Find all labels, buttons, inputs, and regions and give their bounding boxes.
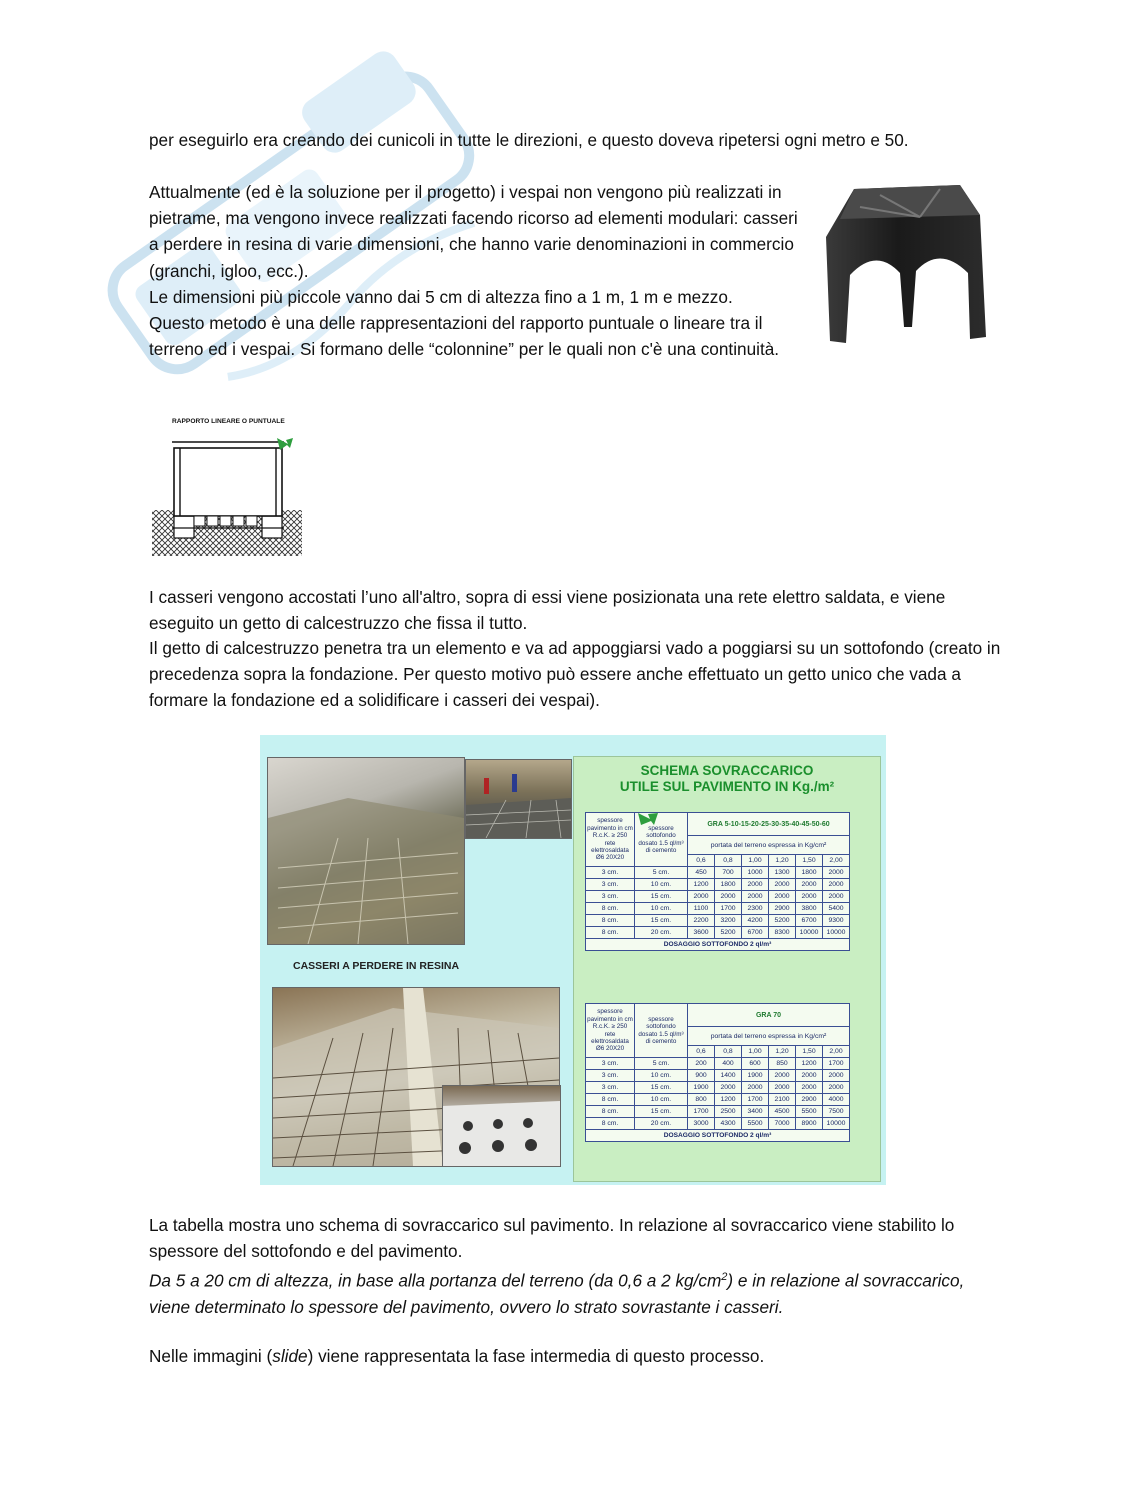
table-cell: 1900 <box>742 1070 769 1082</box>
table-cell: 20 cm. <box>635 1118 688 1130</box>
table-cell: 1700 <box>715 903 742 915</box>
table-cell: 8 cm. <box>586 1118 635 1130</box>
table-row <box>586 879 850 891</box>
table-row <box>586 1094 850 1106</box>
table-cell: 1800 <box>796 867 823 879</box>
table-cell: 8 cm. <box>586 1106 635 1118</box>
p8-superscript: 2 <box>721 1271 728 1283</box>
table-row <box>586 1058 850 1070</box>
p9-text-b: ) viene rappresentata la fase intermedia di questo processo. <box>307 1346 765 1366</box>
portata-value: 1,50 <box>796 1046 823 1058</box>
table-cell: 3 cm. <box>586 879 635 891</box>
table-cell: 5200 <box>715 927 742 939</box>
portata-value: 1,20 <box>769 1046 796 1058</box>
table-cell: 400 <box>715 1058 742 1070</box>
table-cell: 2000 <box>769 879 796 891</box>
paragraph-getto-calcestruzzo: Il getto di calcestruzzo penetra tra un elemento e va ad appoggiarsi vado a poggiarsi su un sottofondo (creato in precedenza sopra la fondazione. Per questo motivo può essere anche effettuato un getto unico che vada a formare la fondazione ed a solidificare i casseri dei vespai). <box>149 638 1001 711</box>
paragraph-tabella: La tabella mostra uno schema di sovraccarico sul pavimento. In relazione al sovraccarico viene stabilito lo spessore del sottofondo e del pavimento. <box>149 1215 955 1262</box>
table-cell: 2000 <box>796 1082 823 1094</box>
paragraph-immagini-slide <box>149 1343 1009 1369</box>
table-cell: 4300 <box>715 1118 742 1130</box>
col-spessore-sottofondo-header: spessore sottofondo dosato 1.5 ql/m³ di cemento <box>635 1004 688 1058</box>
table-cell: 3400 <box>742 1106 769 1118</box>
table-cell: 900 <box>688 1070 715 1082</box>
table-cell: 200 <box>688 1058 715 1070</box>
table-cell: 1700 <box>742 1094 769 1106</box>
table-row <box>586 927 850 939</box>
table-row <box>586 1082 850 1094</box>
table-row <box>586 1118 850 1130</box>
paragraph-casseri-accostati: I casseri vengono accostati l’uno all'altro, sopra di essi viene posizionata una rete elettro saldata, e viene eseguito un getto di calcestruzzo che fissa il tutto. <box>149 587 946 634</box>
table-cell: 1900 <box>688 1082 715 1094</box>
col-spessore-pavimento-header: spessore pavimento in cm R.c.K. ≥ 250 rete elettrosaldata Ø6 20X20 <box>586 813 635 867</box>
table-cell: 2000 <box>715 891 742 903</box>
table-cell: 1800 <box>715 879 742 891</box>
schema-subtitle: UTILE SUL PAVIMENTO IN Kg./m² <box>619 779 835 794</box>
table-cell: 2000 <box>742 1082 769 1094</box>
table-cell: 8 cm. <box>586 915 635 927</box>
table-cell: 5 cm. <box>635 867 688 879</box>
portata-value: 1,50 <box>796 855 823 867</box>
table-cell: 3200 <box>715 915 742 927</box>
table-cell: 15 cm. <box>635 915 688 927</box>
table-cell: 2000 <box>823 891 850 903</box>
table-cell: 2000 <box>769 891 796 903</box>
table-cell: 1200 <box>796 1058 823 1070</box>
photo-caption: CASSERI A PERDERE IN RESINA <box>293 960 460 972</box>
table-cell: 3600 <box>688 927 715 939</box>
table-cell: 3800 <box>796 903 823 915</box>
table-cell: 6700 <box>796 915 823 927</box>
green-arrow-icon <box>636 809 660 827</box>
table-cell: 8 cm. <box>586 927 635 939</box>
table-cell: 1400 <box>715 1070 742 1082</box>
table-row <box>586 915 850 927</box>
table-cell: 8900 <box>796 1118 823 1130</box>
table-cell: 2000 <box>823 1070 850 1082</box>
table-cell: 1300 <box>769 867 796 879</box>
table-cell: 2900 <box>769 903 796 915</box>
table-cell: 1200 <box>688 879 715 891</box>
table-cell: 2000 <box>688 891 715 903</box>
table-cell: 15 cm. <box>635 1106 688 1118</box>
table-row <box>586 1106 850 1118</box>
p8-text-b: ) e in relazione al sovraccarico, viene determinato lo spessore del pavimento, ovvero lo strato sovrastante i casseri. <box>149 1270 965 1317</box>
table-cell: 2000 <box>769 1070 796 1082</box>
table-row <box>586 1070 850 1082</box>
table-row <box>586 867 850 879</box>
table-cell: 2900 <box>796 1094 823 1106</box>
table-cell: 1700 <box>688 1106 715 1118</box>
table-cell: 2000 <box>823 1082 850 1094</box>
table-cell: 2000 <box>796 879 823 891</box>
portata-value: 0,6 <box>688 855 715 867</box>
table-cell: 4000 <box>823 1094 850 1106</box>
paragraph-elementi-modulari: Attualmente (ed è la soluzione per il progetto) i vespai non vengono più realizzati in pietrame, ma vengono invece realizzati facendo ricorso ad elementi modulari: casseri a perdere in resina di varie dimensioni, che hanno varie denominazioni in commercio (granchi, igloo, ecc.). <box>149 182 798 281</box>
paragraph-dimensioni: Le dimensioni più piccole vanno dai 5 cm di altezza fino a 1 m, 1 m e mezzo. <box>149 287 733 307</box>
paragraph-spessore-pavimento <box>149 1264 1009 1320</box>
table-cell: 4500 <box>769 1106 796 1118</box>
table-cell: 800 <box>688 1094 715 1106</box>
portata-value: 2,00 <box>823 1046 850 1058</box>
table-gra-name: GRA 5-10-15-20-25-30-35-40-45-50-60 <box>688 813 850 836</box>
schema-title: SCHEMA SOVRACCARICO <box>640 763 814 778</box>
table-gra-70 <box>585 1003 850 1142</box>
col-spessore-pavimento-header: spessore pavimento in cm R.c.K. ≥ 250 rete elettrosaldata Ø6 20X20 <box>586 1004 635 1058</box>
table-cell: 5500 <box>796 1106 823 1118</box>
table-cell: 5500 <box>742 1118 769 1130</box>
table-cell: 2200 <box>688 915 715 927</box>
table-cell: 3 cm. <box>586 867 635 879</box>
table-cell: 2000 <box>823 867 850 879</box>
table-cell: 2000 <box>796 891 823 903</box>
portata-value: 1,20 <box>769 855 796 867</box>
portata-header: portata del terreno espressa in Kg/cm² <box>688 1027 850 1046</box>
photo-dettaglio-casseri <box>442 1085 561 1167</box>
table-cell: 10000 <box>823 927 850 939</box>
table-cell: 700 <box>715 867 742 879</box>
table-cell: 9300 <box>823 915 850 927</box>
table-cell: 15 cm. <box>635 891 688 903</box>
table-cell: 2000 <box>742 891 769 903</box>
table-cell: 5200 <box>769 915 796 927</box>
table-cell: 4200 <box>742 915 769 927</box>
table-cell: 10000 <box>796 927 823 939</box>
table-cell: 2500 <box>715 1106 742 1118</box>
table-gra-name: GRA 70 <box>688 1004 850 1027</box>
portata-value: 0,8 <box>715 1046 742 1058</box>
portata-value: 1,00 <box>742 855 769 867</box>
table-cell: 3000 <box>688 1118 715 1130</box>
table-cell: 2000 <box>796 1070 823 1082</box>
table-footer: DOSAGGIO SOTTOFONDO 2 ql/m³ <box>586 1130 850 1142</box>
table-cell: 1000 <box>742 867 769 879</box>
table-cell: 7000 <box>769 1118 796 1130</box>
table-cell: 10 cm. <box>635 1094 688 1106</box>
portata-value: 0,6 <box>688 1046 715 1058</box>
table-cell: 450 <box>688 867 715 879</box>
table-cell: 2000 <box>769 1082 796 1094</box>
paragraph-rapporto-puntuale: Questo metodo è una delle rappresentazioni del rapporto puntuale o lineare tra il terreno ed i vespai. Si formano delle “colonnine” per le quali non c'è una continuità. <box>149 313 780 360</box>
table-cell: 1200 <box>715 1094 742 1106</box>
photo-cantiere-casseri <box>267 757 465 945</box>
table-cell: 3 cm. <box>586 1058 635 1070</box>
table-cell: 2000 <box>742 879 769 891</box>
portata-value: 1,00 <box>742 1046 769 1058</box>
table-cell: 600 <box>742 1058 769 1070</box>
p9-text-a: Nelle immagini ( <box>149 1346 273 1366</box>
table-gra-5-60 <box>585 812 850 951</box>
table-cell: 1100 <box>688 903 715 915</box>
diagram-label: RAPPORTO LINEARE O PUNTUALE <box>172 418 285 425</box>
table-cell: 2000 <box>715 1082 742 1094</box>
table-cell: 2300 <box>742 903 769 915</box>
cassero-igloo-image <box>820 177 988 347</box>
table-cell: 10 cm. <box>635 903 688 915</box>
portata-value: 0,8 <box>715 855 742 867</box>
paragraph-cunicoli: per eseguirlo era creando dei cunicoli in tutte le direzioni, e questo doveva ripetersi ogni metro e 50. <box>149 130 909 150</box>
p8-text-a: Da 5 a 20 cm di altezza, in base alla portanza del terreno (da 0,6 a 2 kg/cm <box>149 1270 722 1291</box>
table-cell: 8300 <box>769 927 796 939</box>
p9-emphasis: slide <box>272 1346 308 1366</box>
table-cell: 10000 <box>823 1118 850 1130</box>
table-cell: 5400 <box>823 903 850 915</box>
table-cell: 7500 <box>823 1106 850 1118</box>
table-row <box>586 891 850 903</box>
table-cell: 5 cm. <box>635 1058 688 1070</box>
table-cell: 20 cm. <box>635 927 688 939</box>
table-cell: 2000 <box>823 879 850 891</box>
table-cell: 3 cm. <box>586 891 635 903</box>
table-cell: 6700 <box>742 927 769 939</box>
schema-sovraccarico-panel <box>573 756 881 1182</box>
portata-header: portata del terreno espressa in Kg/cm² <box>688 836 850 855</box>
table-cell: 15 cm. <box>635 1082 688 1094</box>
slide-figure <box>260 735 886 1185</box>
table-cell: 3 cm. <box>586 1070 635 1082</box>
table-footer: DOSAGGIO SOTTOFONDO 2 ql/m³ <box>586 939 850 951</box>
table-cell: 10 cm. <box>635 1070 688 1082</box>
portata-value: 2,00 <box>823 855 850 867</box>
table-cell: 2100 <box>769 1094 796 1106</box>
table-cell: 8 cm. <box>586 903 635 915</box>
table-cell: 3 cm. <box>586 1082 635 1094</box>
table-cell: 10 cm. <box>635 879 688 891</box>
table-cell: 850 <box>769 1058 796 1070</box>
table-cell: 8 cm. <box>586 1094 635 1106</box>
col-spessore-sottofondo-header: spessore sottofondo dosato 1.5 ql/m³ di cemento <box>635 813 688 867</box>
table-cell: 1700 <box>823 1058 850 1070</box>
photo-operai-getto <box>465 759 572 839</box>
rapporto-diagram <box>150 408 305 558</box>
table-row <box>586 903 850 915</box>
